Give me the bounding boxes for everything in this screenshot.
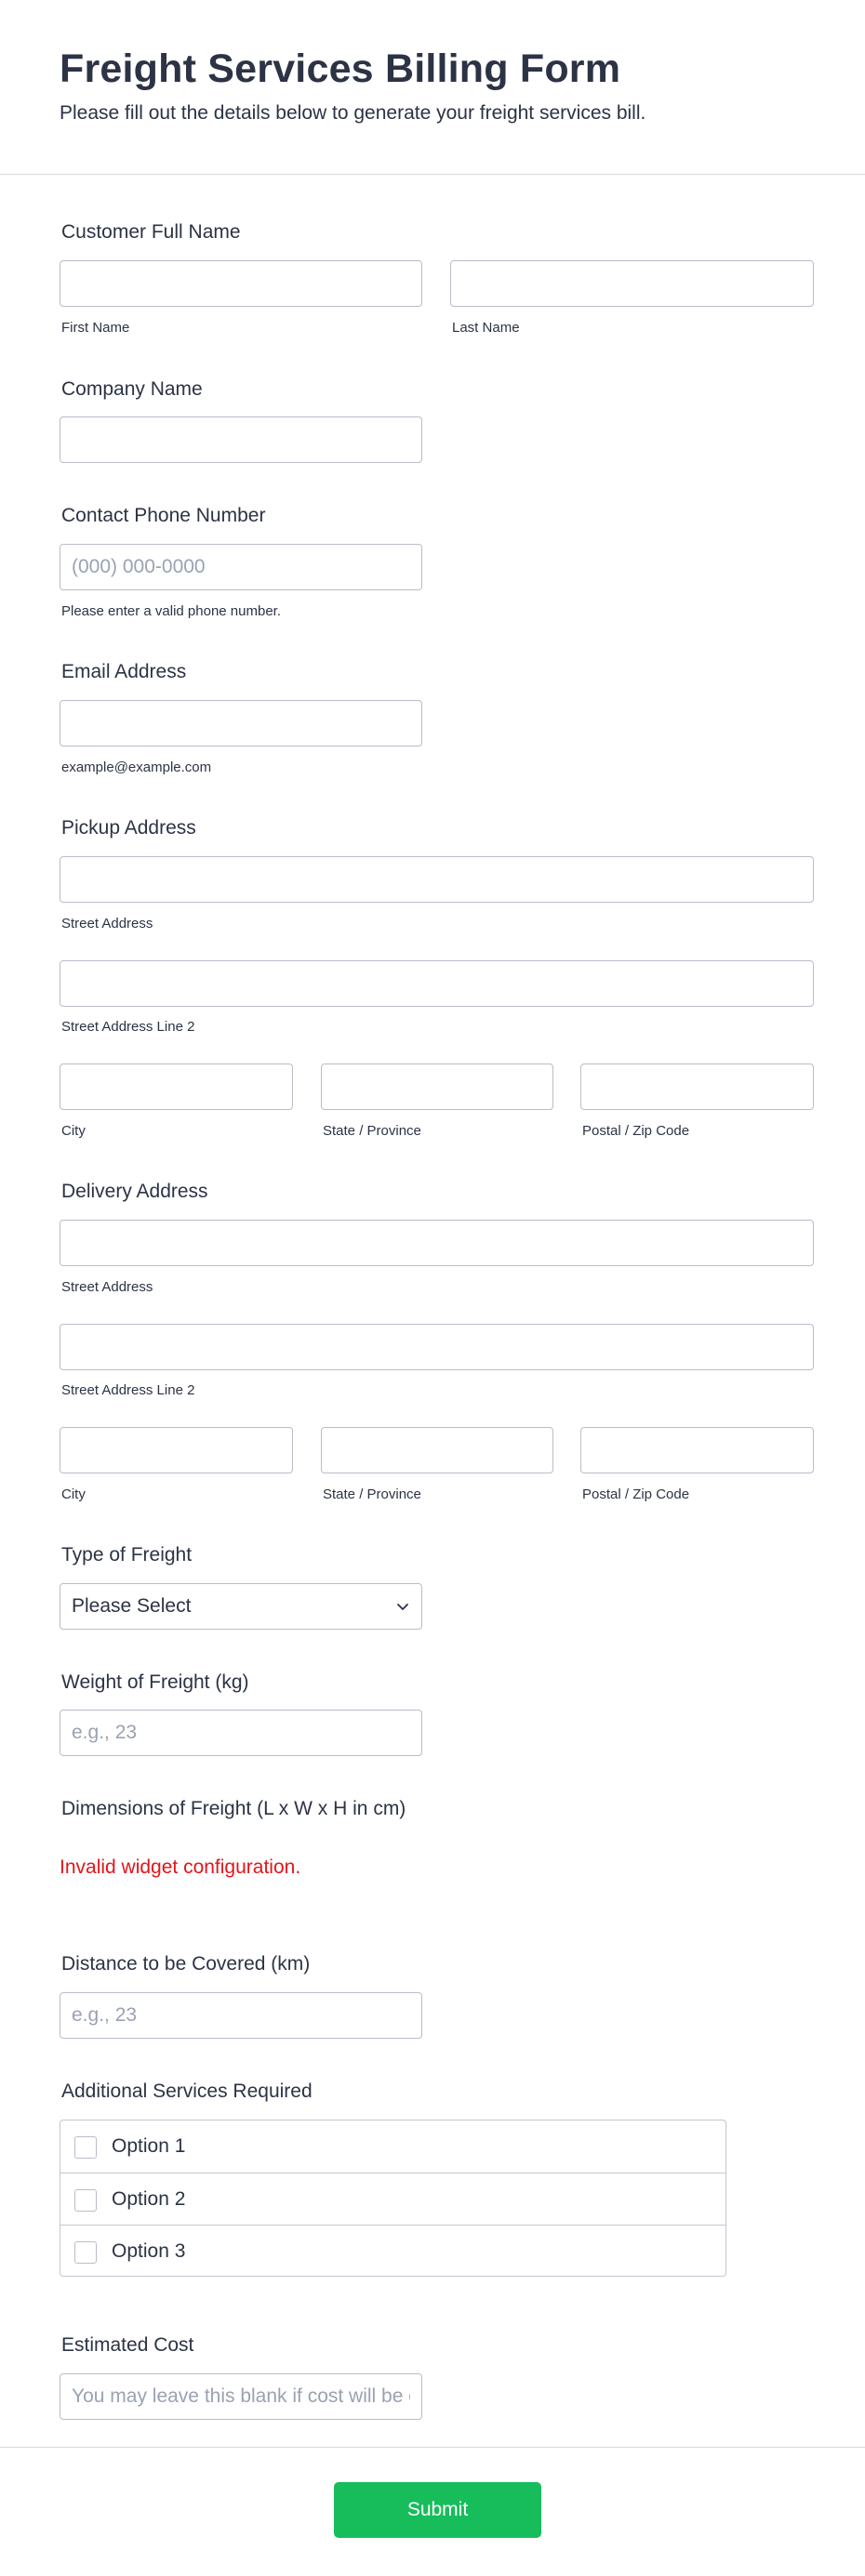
email-label: Email Address (61, 661, 187, 682)
weight-input[interactable] (60, 1710, 422, 1756)
delivery-city-input[interactable] (60, 1427, 293, 1473)
distance-input[interactable] (60, 1992, 422, 2039)
delivery-street-sublabel: Street Address (61, 1279, 153, 1295)
distance-label: Distance to be Covered (km) (61, 1953, 311, 1975)
services-option-1[interactable] (60, 2120, 725, 2173)
chevron-down-icon (395, 1599, 410, 1614)
checkbox[interactable] (74, 2189, 97, 2212)
company-name-input[interactable] (60, 416, 422, 463)
delivery-state-sublabel: State / Province (323, 1486, 421, 1502)
services-label: Additional Services Required (61, 2081, 313, 2102)
email-hint: example@example.com (61, 760, 212, 775)
form-title: Freight Services Billing Form (60, 46, 621, 91)
delivery-street-input[interactable] (60, 1220, 814, 1266)
last-name-sublabel: Last Name (452, 320, 520, 336)
dimensions-label: Dimensions of Freight (L x W x H in cm) (61, 1798, 406, 1819)
checkbox[interactable] (74, 2136, 97, 2159)
checkbox[interactable] (74, 2241, 97, 2264)
phone-input[interactable] (60, 544, 422, 590)
delivery-city-sublabel: City (61, 1486, 86, 1502)
pickup-state-sublabel: State / Province (323, 1123, 421, 1139)
submit-button[interactable]: Submit (334, 2482, 541, 2538)
form-subtitle: Please fill out the details below to generate your freight services bill. (60, 102, 646, 124)
company-name-label: Company Name (61, 378, 203, 400)
delivery-state-input[interactable] (321, 1427, 553, 1473)
first-name-input[interactable] (60, 260, 422, 307)
option-label: Option 3 (112, 2240, 186, 2262)
email-input[interactable] (60, 700, 422, 746)
option-label: Option 2 (112, 2188, 186, 2210)
estimated-cost-input[interactable] (60, 2373, 422, 2420)
pickup-street2-sublabel: Street Address Line 2 (61, 1019, 195, 1035)
delivery-zip-input[interactable] (580, 1427, 814, 1473)
first-name-sublabel: First Name (61, 320, 130, 336)
estimated-cost-label: Estimated Cost (61, 2334, 194, 2356)
phone-hint: Please enter a valid phone number. (61, 603, 281, 619)
freight-type-label: Type of Freight (61, 1544, 193, 1565)
services-option-2[interactable] (60, 2173, 725, 2225)
services-option-3[interactable] (60, 2225, 725, 2277)
customer-name-label: Customer Full Name (61, 221, 241, 243)
delivery-street2-sublabel: Street Address Line 2 (61, 1382, 195, 1398)
option-label: Option 1 (112, 2135, 186, 2157)
pickup-street-input[interactable] (60, 856, 814, 903)
pickup-zip-sublabel: Postal / Zip Code (582, 1123, 690, 1139)
dimensions-error: Invalid widget configuration. (60, 1856, 301, 1878)
phone-label: Contact Phone Number (61, 505, 266, 526)
delivery-street2-input[interactable] (60, 1324, 814, 1370)
form-header (0, 0, 865, 175)
pickup-address-label: Pickup Address (61, 817, 196, 839)
delivery-zip-sublabel: Postal / Zip Code (582, 1486, 690, 1502)
pickup-city-input[interactable] (60, 1063, 293, 1110)
pickup-zip-input[interactable] (580, 1063, 814, 1110)
pickup-street-sublabel: Street Address (61, 916, 153, 931)
pickup-city-sublabel: City (61, 1123, 86, 1139)
freight-type-select[interactable] (60, 1583, 422, 1630)
last-name-input[interactable] (450, 260, 814, 307)
freight-type-selected: Please Select (72, 1595, 192, 1617)
weight-label: Weight of Freight (kg) (61, 1671, 249, 1693)
pickup-state-input[interactable] (321, 1063, 553, 1110)
services-checkbox-group (60, 2120, 726, 2277)
delivery-address-label: Delivery Address (61, 1181, 208, 1202)
pickup-street2-input[interactable] (60, 960, 814, 1007)
